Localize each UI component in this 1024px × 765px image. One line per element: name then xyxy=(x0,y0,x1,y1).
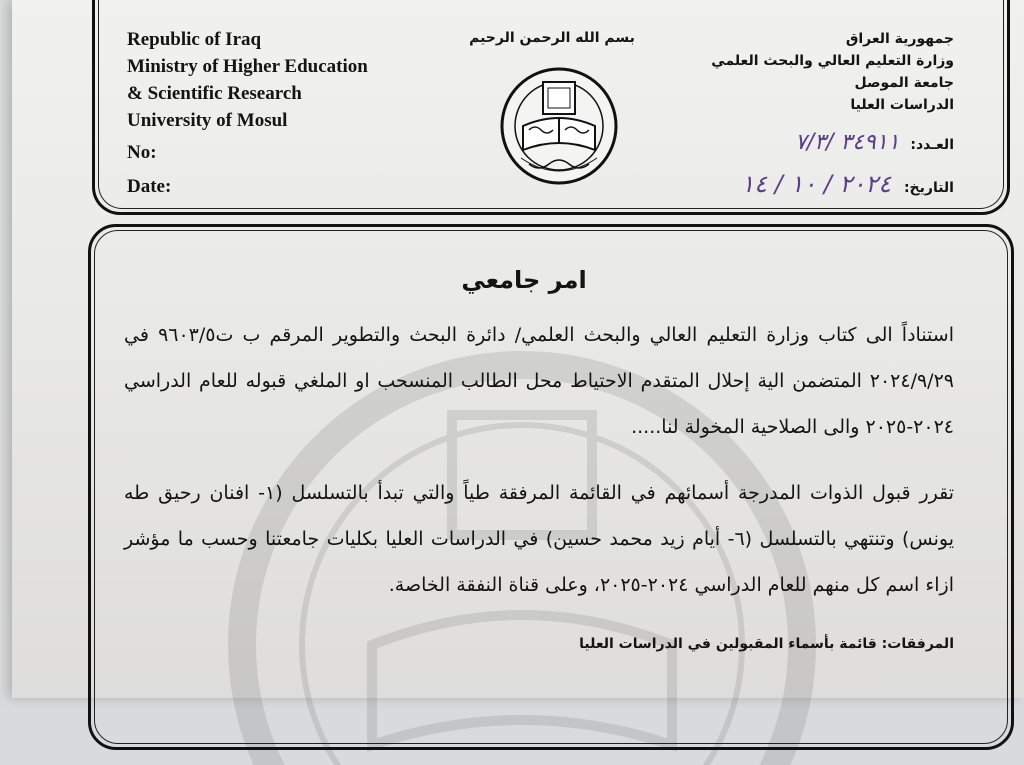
document-page xyxy=(12,0,1024,698)
country-name-ar: جمهورية العراق xyxy=(845,31,954,47)
number-label-en: No: xyxy=(127,142,157,163)
arabic-letterhead xyxy=(711,28,954,116)
order-paragraph-1: استناداً الى كتاب وزارة التعليم العالي والبحث العلمي/ دائرة البحث والتطوير المرقم ب ت٩٦٠٣/٥ في ٢٠٢٤/٩/٢٩ المتضمن الية إحلال المتقدم الاحتياط محل الطالب المنسحب او الملغي قبوله للعام الدراسي ٢٠٢٤-٢٠٢٥ والى الصلاحية المخولة لنا..... xyxy=(124,324,954,438)
document-date-value: ٢٠٢٤ / ١٠ / ١٤ xyxy=(741,170,892,198)
department-name-ar: الدراسات العليا xyxy=(850,97,954,113)
ministry-name-en-cont: & Scientific Research xyxy=(127,83,302,104)
university-of-mosul-seal-icon xyxy=(499,66,619,186)
ministry-name-en: Ministry of Higher Education xyxy=(127,56,368,77)
order-paragraph-2: تقرر قبول الذوات المدرجة أسمائهم في القائمة المرفقة طياً والتي تبدأ بالتسلسل (١- افنان رحيق طه يونس) وتنتهي بالتسلسل (٦- أيام زيد محمد حسين) في الدراسات العليا بكليات جامعتنا وحسب ما مؤشر ازاء اسم كل منهم للعام الدراسي ٢٠٢٤-٢٠٢٥، وعلى قناة النفقة الخاصة. xyxy=(124,482,955,596)
date-label-en: Date: xyxy=(127,176,172,197)
reference-number-label: العـدد: xyxy=(910,137,954,153)
document-date xyxy=(741,170,954,198)
reference-number xyxy=(795,130,954,155)
document-date-label: التاريخ: xyxy=(903,180,954,196)
university-name-en: University of Mosul xyxy=(127,110,288,131)
ministry-name-ar: وزارة التعليم العالي والبحث العلمي xyxy=(711,53,954,69)
order-title: امر جامعي xyxy=(461,266,587,294)
university-name-ar: جامعة الموصل xyxy=(854,75,954,91)
basmala: بسم الله الرحمن الرحيم xyxy=(469,30,635,46)
reference-number-value: ٣٤٩١١ /٧/٣ xyxy=(794,130,900,155)
country-name-en: Republic of Iraq xyxy=(127,29,262,50)
attachments-line: المرفقات: قائمة بأسماء المقبولين في الدراسات العليا xyxy=(579,636,954,652)
english-letterhead xyxy=(127,26,368,134)
